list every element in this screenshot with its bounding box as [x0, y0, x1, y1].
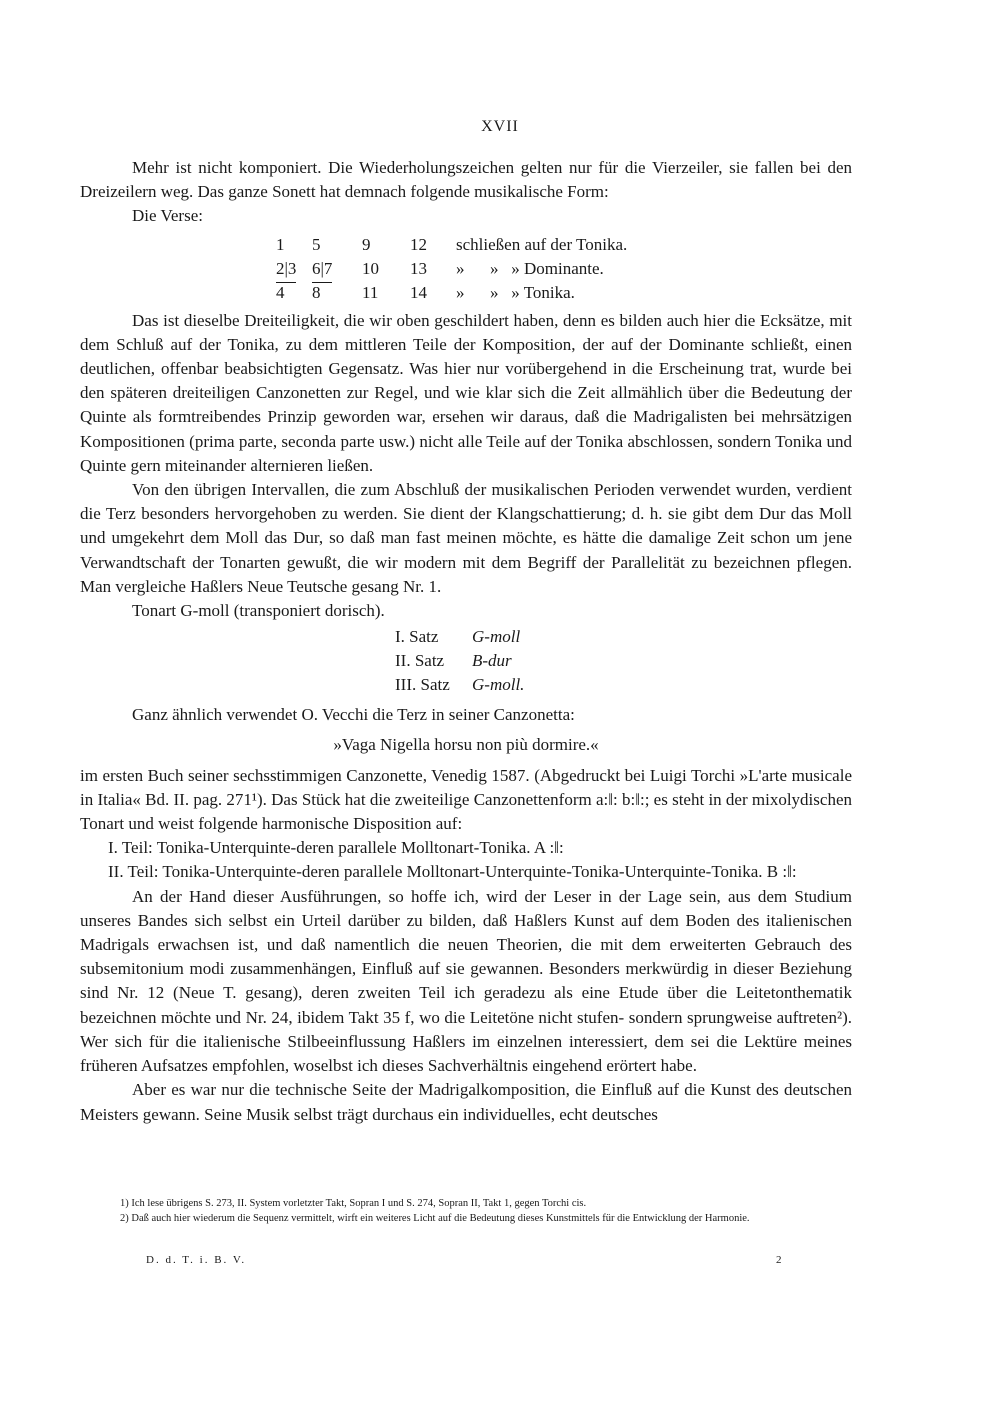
- verse-cell: 1: [276, 234, 285, 254]
- paragraph: im ersten Buch seiner sechsstimmigen Canzonette, Venedig 1587. (Abgedruckt bei Luigi Torchi »L'arte musicale in Italia« Bd. II. pag. 271¹). Das Stück hat die zweiteilige Canzonettenform a:‖: b:‖:; es steht in der mixolydischen Tonart und weist folgende harmonische Disposition auf:: [80, 765, 852, 834]
- verse-cell: 12: [410, 234, 427, 254]
- satz-key: G-moll.: [472, 675, 525, 695]
- verse-cell: 9: [362, 234, 371, 254]
- paragraph: Aber es war nur die technische Seite der Madrigalkomposition, die Einfluß auf die Kunst des deutschen Meisters gewann. Seine Musik selbst trägt durchaus ein individuelles, echt deutsches: [80, 1080, 852, 1124]
- verse-cell: 11: [362, 282, 379, 302]
- teil-line: II. Teil: Tonika-Unterquinte-deren parallele Molltonart-Unterquinte-Tonika-Unterquinte-Tonika. B :‖:: [108, 862, 797, 882]
- verse-row: [80, 233, 852, 257]
- verse-cell: 10: [362, 258, 379, 278]
- verse-label: Die Verse:: [132, 206, 203, 226]
- footnote: 1) Ich lese übrigens S. 273, II. System vorletzter Takt, Sopran I und S. 274, Sopran II, Takt 1, gegen Torchi cis.: [120, 1198, 587, 1209]
- main-text: [80, 156, 852, 1127]
- paragraph: Mehr ist nicht komponiert. Die Wiederholungszeichen gelten nur für die Vierzeiler, sie fallen bei den Dreizeilern weg. Das ganze Sonett hat demnach folgende musikalische Form:: [80, 158, 852, 202]
- verse-cell: 6|7: [312, 257, 332, 283]
- verse-row: [80, 257, 852, 281]
- satz-key: B-dur: [472, 651, 512, 671]
- footnote: 2) Daß auch hier wiederum die Sequenz vermittelt, wirft ein weiteres Licht auf die Bedeutung dieses Kunstmittels für die Entwicklung der Harmonie.: [120, 1213, 750, 1224]
- satz-label: III. Satz: [395, 675, 450, 695]
- footnotes: [80, 1196, 852, 1226]
- satz-label: II. Satz: [395, 651, 445, 671]
- verse-cell-text: » » » Tonika.: [456, 282, 575, 302]
- verse-cell: 14: [410, 282, 427, 302]
- page-footer: [146, 1254, 786, 1266]
- satz-table: [80, 625, 852, 697]
- vecchi-line: Ganz ähnlich verwendet O. Vecchi die Terz in seiner Canzonetta:: [132, 705, 575, 725]
- quote-line: »Vaga Nigella horsu non più dormire.«: [333, 735, 599, 755]
- satz-row: [80, 673, 852, 697]
- tonart-line: Tonart G-moll (transponiert dorisch).: [132, 601, 385, 621]
- satz-label: I. Satz: [395, 627, 439, 647]
- satz-row: [80, 649, 852, 673]
- satz-key: G-moll: [472, 627, 521, 647]
- verse-cell: 5: [312, 234, 321, 254]
- paragraph: Von den übrigen Intervallen, die zum Abschluß der musikalischen Perioden verwendet wurden, verdient die Terz besonders hervorgehoben zu werden. Sie dient der Klangschattierung; d. h. sie gibt dem Dur das Moll und umgekehrt dem Moll das Dur, so daß man fast meinen möchte, es hätte die damalige Zeit schon um jene Verwandtschaft der Tonarten gewußt, die wir modern mit dem Begriff der Parallelität zu bezeichnen pflegen. Man vergleiche Haßlers Neue Teutsche gesang Nr. 1.: [80, 480, 852, 596]
- sheet-number: 2: [776, 1254, 782, 1266]
- verse-table: [80, 233, 852, 305]
- verse-cell: 8: [312, 282, 321, 302]
- verse-cell: 2|3: [276, 257, 296, 283]
- paragraph: Das ist dieselbe Dreiteiligkeit, die wir oben geschildert haben, denn es bilden auch hier die Ecksätze, mit dem Schluß auf der Tonika, zu dem mittleren Teile der Komposition, der auf der Dominante schließt, einen deutlichen, offenbar beabsichtigten Gegensatz. Was hier nur vorübergehend in die Erscheinung trat, wurde bei den späteren dreiteiligen Canzonetten zur Regel, und wie klar sich die Zeit allmählich über die Bedeutung der Quinte als formtreibendes Prinzip geworden war, ersehen wir daraus, daß die Madrigalisten bei mehrsätzigen Kompositionen (prima parte, seconda parte usw.) nicht alle Teile auf der Tonika abschlossen, sondern Tonika und Quinte gern miteinander alternieren ließen.: [80, 310, 852, 475]
- signature-mark: D. d. T. i. B. V.: [146, 1254, 247, 1266]
- verse-row: [80, 281, 852, 305]
- verse-cell-text: » » » Dominante.: [456, 258, 604, 278]
- verse-cell-text: schließen auf der Tonika.: [456, 234, 628, 254]
- page-number: XVII: [481, 118, 519, 135]
- verse-cell: 4: [276, 282, 285, 302]
- satz-row: [80, 625, 852, 649]
- verse-cell: 13: [410, 258, 427, 278]
- paragraph: An der Hand dieser Ausführungen, so hoffe ich, wird der Leser in der Lage sein, aus dem Studium unseres Bandes sich selbst ein Urteil darüber zu bilden, daß Haßlers Kunst auf dem Boden des italienischen Madrigals erwachsen ist, und daß namentlich die neuen Theorien, die mit dem erweiterten Gebrauch des subsemitonium modi zusammenhängen, Einfluß auf sie gewannen. Besonders merkwürdig in dieser Beziehung sind Nr. 12 (Neue T. gesang), deren zweiten Teil ich geradezu als eine Etude über die Leitetonthematik bezeichnen möchte und Nr. 24, ibidem Takt 35 f, wo die Leitetöne nicht stufen- sondern sprungweise auftreten²). Wer sich für die italienische Stilbeeinflussung Haßlers im einzelnen interessiert, dem sei die Lektüre meines früheren Aufsatzes empfohlen, woselbst ich dieses Sachverhältnis eingehend erörtert habe.: [80, 886, 852, 1076]
- teil-line: I. Teil: Tonika-Unterquinte-deren parallele Molltonart-Tonika. A :‖:: [108, 838, 564, 858]
